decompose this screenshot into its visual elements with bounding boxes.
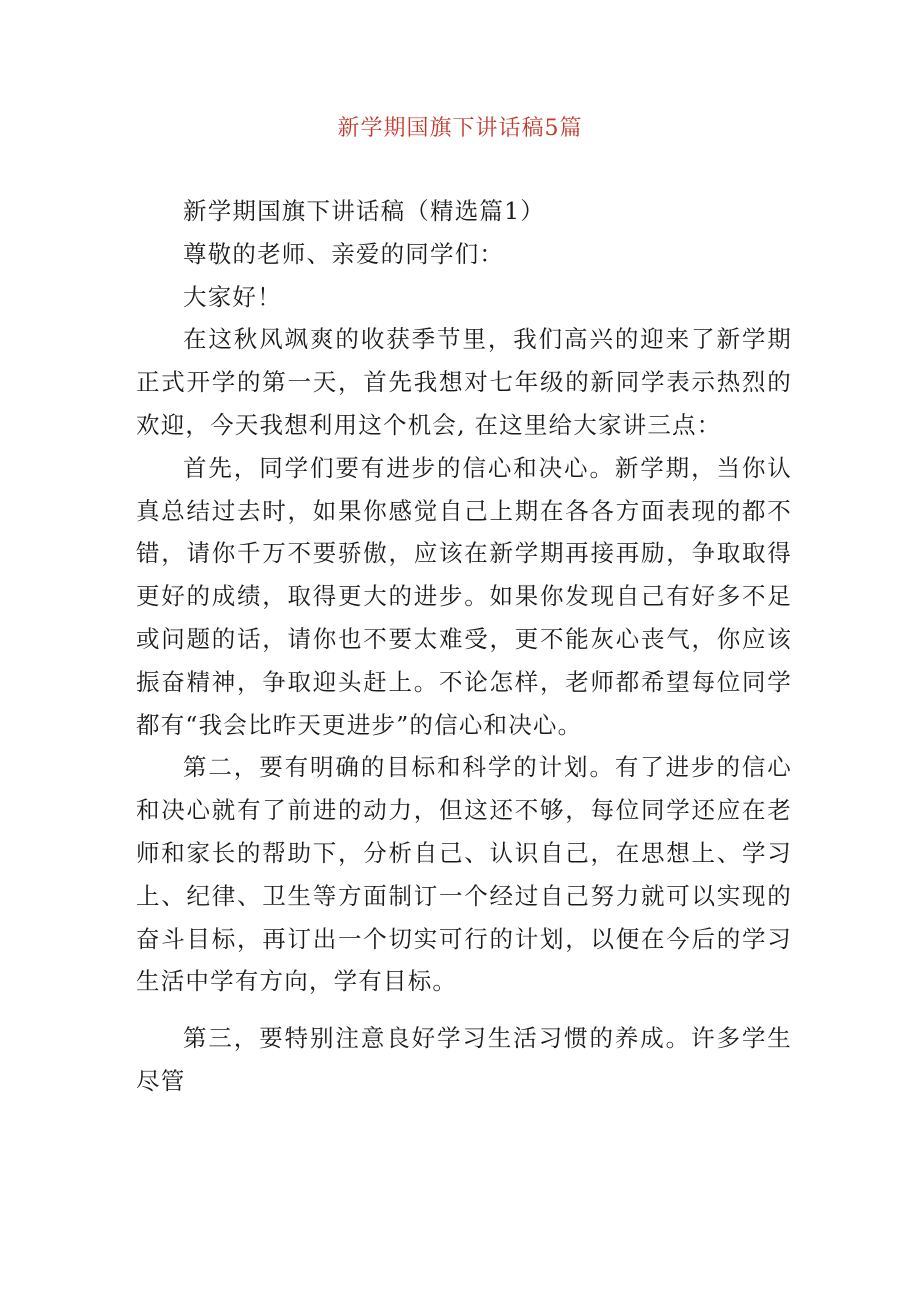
document-body: [136, 190, 792, 1103]
section-heading: 新学期国旗下讲话稿（精选篇1）: [183, 197, 545, 225]
document-title: 新学期国旗下讲话稿5篇: [337, 116, 583, 141]
paragraph-third-point: 第三，要特别注意良好学习生活习惯的养成。许多学生尽管: [136, 1024, 792, 1095]
paragraph-intro: 在这秋风飒爽的收获季节里，我们高兴的迎来了新学期正式开学的第一天，首先我想对七年级的新同学表示热烈的欢迎，今天我想利用这个机会, 在这里给大家讲三点：: [136, 325, 792, 439]
greeting: 大家好！: [183, 282, 282, 311]
paragraph-second-point: 第二，要有明确的目标和科学的计划。有了进步的信心和决心就有了前进的动力，但这还不够，每位同学还应在老师和家长的帮助下，分析自己、认识自己，在思想上、学习上、纪律、卫生等方面制订一个经过自己努力就可以实现的奋斗目标，再订出一个切实可行的计划，以便在今后的学习生活中学有方向，学有目标。: [136, 753, 792, 996]
salutation: 尊敬的老师、亲爱的同学们：: [183, 239, 505, 268]
paragraph-first-point: 首先，同学们要有进步的信心和决心。新学期，当你认真总结过去时，如果你感觉自己上期在各各方面表现的都不错，请你千万不要骄傲，应该在新学期再接再励，争取取得更好的成绩，取得更大的进步。如果你发现自己有好多不足或问题的话，请你也不要太难受，更不能灰心丧气，你应该振奋精神，争取迎头赶上。不论怎样，老师都希望每位同学都有“我会比昨天更进步”的信心和决心。: [136, 453, 792, 739]
